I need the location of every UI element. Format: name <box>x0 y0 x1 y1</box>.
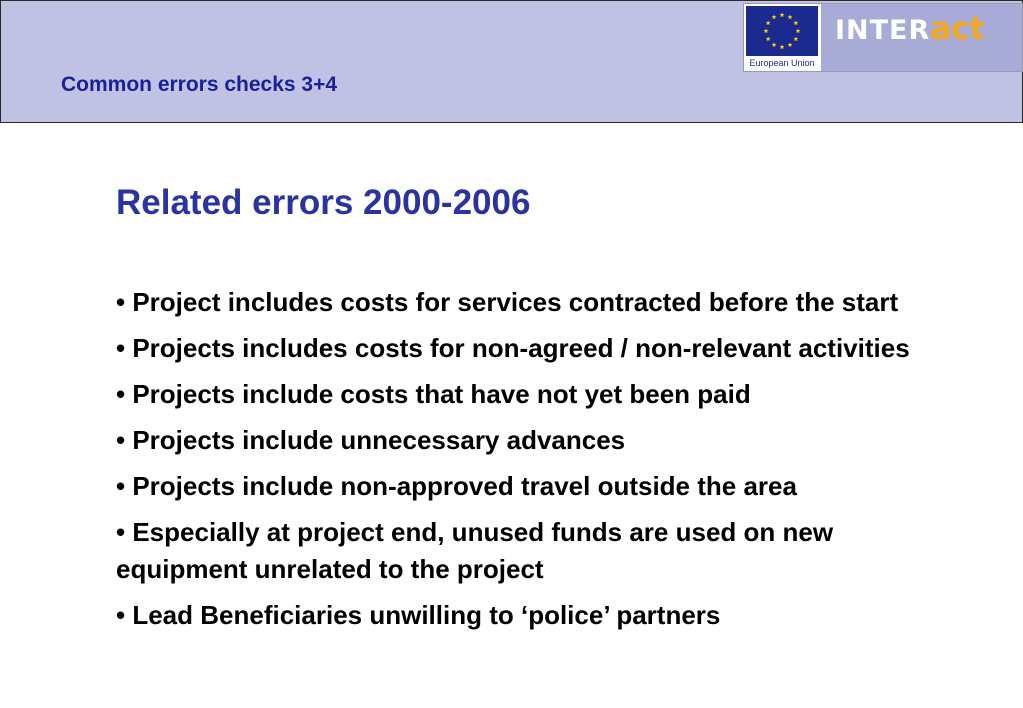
bullet-item <box>116 468 956 505</box>
content-heading: Related errors 2000-2006 <box>116 183 531 222</box>
brand-panel <box>821 4 1022 71</box>
brand-wordmark <box>835 11 985 47</box>
bullet-dot: • <box>116 471 126 501</box>
bullet-dot: • <box>116 379 126 409</box>
bullet-text: Projects include non-approved travel outside the area <box>132 471 797 501</box>
bullet-text: Project includes costs for services contracted before the start <box>132 287 899 317</box>
brand-prefix: INTER <box>835 15 931 46</box>
bullet-text: Projects include costs that have not yet been paid <box>132 379 751 409</box>
bullet-text: Projects include unnecessary advances <box>132 425 626 455</box>
bullet-dot: • <box>116 287 126 317</box>
bullet-dot: • <box>116 333 126 363</box>
bullet-item <box>116 376 956 413</box>
brand-suffix: act <box>930 11 985 47</box>
interact-logo <box>743 3 1023 72</box>
bullet-dot: • <box>116 517 126 547</box>
eu-label: European Union <box>749 58 815 68</box>
slide-title: Common errors checks 3+4 <box>61 73 338 96</box>
bullet-text: Projects includes costs for non-agreed / non-relevant activities <box>132 333 910 363</box>
bullet-item <box>116 284 956 321</box>
bullet-text: Especially at project end, unused funds are used on new equipment unrelated to the project <box>116 517 834 584</box>
header-band <box>0 0 1023 123</box>
bullet-dot: • <box>116 425 126 455</box>
bullet-item <box>116 597 956 634</box>
bullet-dot: • <box>116 600 126 630</box>
bullet-list <box>116 284 956 643</box>
bullet-item <box>116 422 956 459</box>
bullet-text: Lead Beneficiaries unwilling to ‘police’ partners <box>132 600 721 630</box>
bullet-item <box>116 330 956 367</box>
eu-flag-icon <box>746 6 818 56</box>
bullet-item <box>116 514 956 588</box>
